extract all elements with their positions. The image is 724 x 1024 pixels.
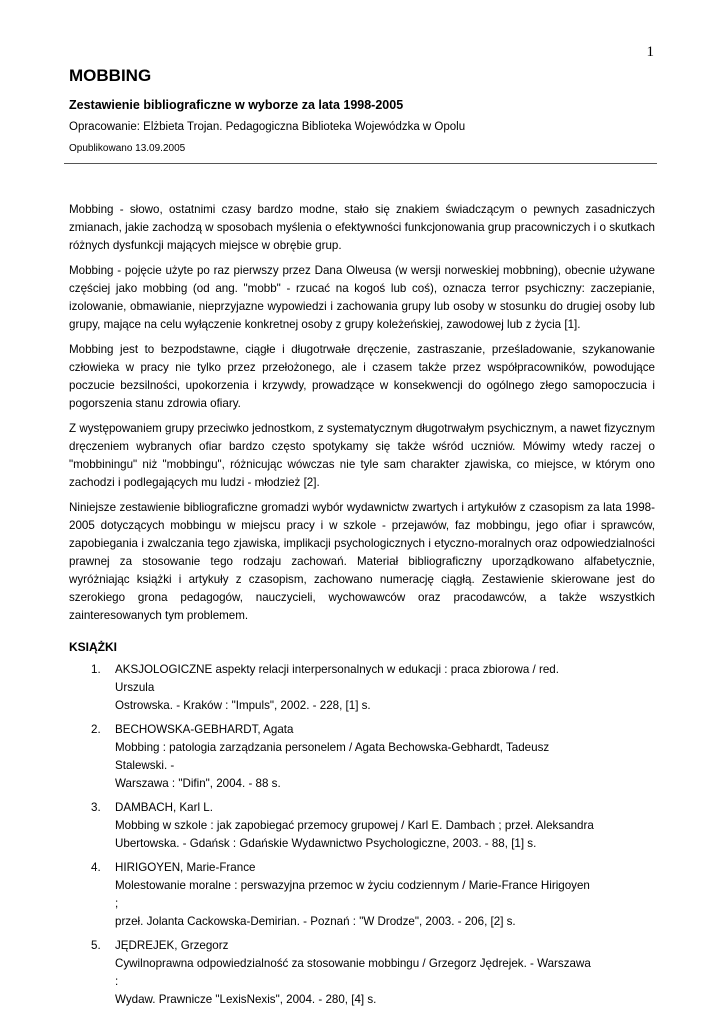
book-number: 1.: [91, 663, 101, 676]
book-number: 2.: [91, 723, 101, 736]
book-number: 4.: [91, 861, 101, 874]
intro-paragraph-2: Mobbing - pojęcie użyte po raz pierwszy przez Dana Olweusa (w wersji norweskiej mobbning), obecnie używane częściej jako mobbing (od ang. "mobb" - rzucać na kogoś lub coś), oznacza terror psychiczny: zaczepianie, izolowanie, obmawianie, nieprzyjazne wypowiedzi i zachowania grupy lub osoby w stosunku do drugiej osoby lub grupy, mające na celu wyłączenie konkretnej osoby z grupy koleżeńskiej, zawodowej lub z życia [1].: [69, 264, 655, 331]
book-number: 5.: [91, 939, 101, 952]
page-number: 1: [646, 44, 654, 60]
intro-paragraph-1: Mobbing - słowo, ostatnimi czasy bardzo modne, stało się znakiem świadczącym o pewnych zasadniczych zmianach, jakie zachodzą w sposobach myślenia o efektywności funkcjonowania grup pracowniczych i o skutkach różnych dysfunkcji mających miejsce w obrębie grup.: [69, 203, 655, 252]
book-entry: [69, 937, 655, 1009]
book-citation: [115, 799, 655, 853]
book-entry: [69, 859, 655, 931]
citation-line: DAMBACH, Karl L.: [115, 801, 213, 814]
citation-line: przeł. Jolanta Cackowska-Demirian. - Poznań : "W Drodze", 2003. - 206, [2] s.: [115, 915, 516, 928]
intro-paragraph-5: Niniejsze zestawienie bibliograficzne gromadzi wybór wydawnictw zwartych i artykułów z czasopism za lata 1998-2005 dotyczących mobbingu w miejscu pracy i w szkole - przejawów, faz mobbingu, jego ofiar i sprawców, zapobiegania i zwalczania tego zjawiska, implikacji psychologicznych i etyczno-moralnych oraz odpowiedzialności prawnej za stosowanie tego rodzaju zachowań. Materiał bibliograficzny uporządkowano alfabetycznie, wyróżniając książki i artykuły z czasopism, zachowano numerację ciągłą. Zestawienie skierowane jest do szerokiego grona pedagogów, nauczycieli, wychowawców oraz pracodawców, a także wszystkich zainteresowanych tym problemem.: [69, 501, 655, 622]
book-citation: [115, 721, 655, 793]
document-title: MOBBING: [69, 66, 152, 85]
document-body: [69, 201, 655, 1015]
publication-date: Opublikowano 13.09.2005: [69, 143, 186, 154]
citation-line: Ubertowska. - Gdańsk : Gdańskie Wydawnictwo Psychologiczne, 2003. - 88, [1] s.: [115, 837, 537, 850]
intro-paragraph-4: Z występowaniem grupy przeciwko jednostkom, z systematycznym długotrwałym psychicznym, a nawet fizycznym dręczeniem wybranych ofiar bardzo często spotykamy się także wśród uczniów. Mówimy wtedy raczej o "mobbiningu" niż "mobbingu", różnicując wówczas nie tyle sam charakter zjawiska, co miejsce, w którym ono zachodzi i podlegających mu ludzi - młodzież [2].: [69, 422, 655, 489]
citation-line: JĘDREJEK, Grzegorz: [115, 939, 229, 952]
citation-line: HIRIGOYEN, Marie-France: [115, 861, 256, 874]
book-entry: [69, 721, 655, 793]
header-divider: [64, 163, 657, 164]
intro-paragraph-3: Mobbing jest to bezpodstawne, ciągłe i długotrwałe dręczenie, zastraszanie, prześladowanie, szykanowanie człowieka w pracy nie tylko przez przełożonego, ale i czasem także przez współpracowników, powodujące poczucie bezsilności, upokorzenia i krzywdy, prowadzące w konsekwencji do ogólnego złego samopoczucia i pogorszenia stanu zdrowia ofiary.: [69, 343, 655, 410]
citation-line: Cywilnoprawna odpowiedzialność za stosowanie mobbingu / Grzegorz Jędrejek. - Warszawa :: [115, 957, 591, 988]
document-author: Opracowanie: Elżbieta Trojan. Pedagogiczna Biblioteka Wojewódzka w Opolu: [69, 121, 466, 133]
book-entry: [69, 661, 655, 715]
document-subtitle: Zestawienie bibliograficzne w wyborze za lata 1998-2005: [69, 98, 404, 112]
citation-line: BECHOWSKA-GEBHARDT, Agata: [115, 723, 294, 736]
citation-line: Wydaw. Prawnicze "LexisNexis", 2004. - 280, [4] s.: [115, 993, 377, 1006]
document-header: [69, 66, 657, 154]
books-heading: KSIĄŻKI: [69, 640, 117, 654]
citation-line: Warszawa : "Difin", 2004. - 88 s.: [115, 777, 281, 790]
citation-line: Mobbing : patologia zarządzania personelem / Agata Bechowska-Gebhardt, Tadeusz Stalewski. -: [115, 741, 550, 772]
citation-line: AKSJOLOGICZNE aspekty relacji interpersonalnych w edukacji : praca zbiorowa / red. Urszula: [115, 663, 559, 694]
book-citation: [115, 661, 655, 715]
book-entry: [69, 799, 655, 853]
book-list: [69, 661, 655, 1009]
citation-line: Mobbing w szkole : jak zapobiegać przemocy grupowej / Karl E. Dambach ; przeł. Aleksandra: [115, 819, 594, 832]
book-citation: [115, 859, 655, 931]
book-citation: [115, 937, 655, 1009]
book-number: 3.: [91, 801, 101, 814]
citation-line: Molestowanie moralne : perswazyjna przemoc w życiu codziennym / Marie-France Hirigoyen ;: [115, 879, 590, 910]
citation-line: Ostrowska. - Kraków : "Impuls", 2002. - 228, [1] s.: [115, 699, 371, 712]
